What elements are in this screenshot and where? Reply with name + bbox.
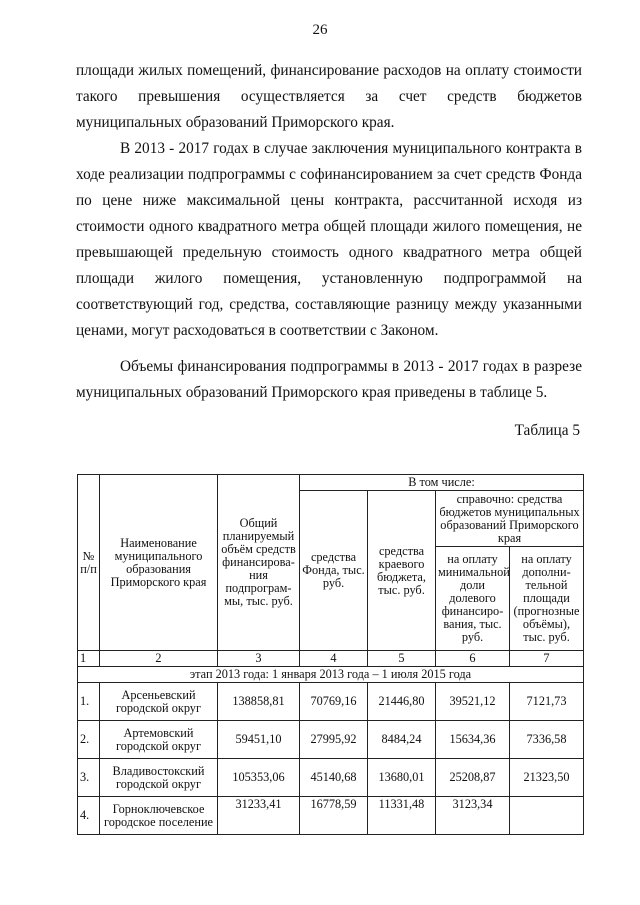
row-min-share: 25208,87 [436, 759, 510, 797]
row-extra-area: 7336,58 [510, 721, 584, 759]
colnum-3: 3 [218, 651, 300, 667]
row-total: 59451,10 [218, 721, 300, 759]
header-including: В том числе: [300, 475, 584, 491]
row-num: 3. [78, 759, 100, 797]
table-row [78, 797, 584, 835]
page-number: 26 [312, 22, 328, 38]
row-name: Владивостокский городской округ [100, 759, 218, 797]
row-fund: 27995,92 [300, 721, 368, 759]
colnum-1: 1 [78, 651, 100, 667]
row-total: 31233,41 [218, 797, 300, 835]
row-total: 138858,81 [218, 683, 300, 721]
row-regional: 8484,24 [368, 721, 436, 759]
financing-table [77, 474, 584, 835]
colnum-2: 2 [100, 651, 218, 667]
colnum-4: 4 [300, 651, 368, 667]
row-min-share: 39521,12 [436, 683, 510, 721]
row-name: Горноключевское городское поселение [100, 797, 218, 835]
header-num: № п/п [78, 475, 100, 651]
header-fund: средства Фонда, тыс. руб. [300, 491, 368, 651]
row-regional: 13680,01 [368, 759, 436, 797]
paragraph-2: В 2013 - 2017 годах в случае заключения муниципального контракта в ходе реализации подпрограммы с софинансированием за счет средств Фонда по цене ниже максимальной цены контракта, рассчитанной исходя из стоимости одного квадратного метра общей площади жилого помещения, не превышающей предельную стоимость одного квадратного метра общей площади жилого помещения, установленную подпрограммой на соответствующий год, средства, составляющие разницу между указанными ценами, могут расходоваться в соответствии с Законом. [76, 140, 582, 339]
header-total: Общий планируемый объём средств финансирова- ния подпрограм- мы, тыс. руб. [218, 475, 300, 651]
row-min-share: 3123,34 [436, 797, 510, 835]
row-regional: 11331,48 [368, 797, 436, 835]
row-num: 1. [78, 683, 100, 721]
row-regional: 21446,80 [368, 683, 436, 721]
row-fund: 70769,16 [300, 683, 368, 721]
table-row [78, 683, 584, 721]
row-total: 105353,06 [218, 759, 300, 797]
row-fund: 45140,68 [300, 759, 368, 797]
header-extra-area: на оплату дополни- тельной площади (прогнозные объёмы), тыс. руб. [510, 547, 584, 651]
row-name: Артемовский городской округ [100, 721, 218, 759]
row-name: Арсеньевский городской округ [100, 683, 218, 721]
body-text [76, 58, 582, 406]
header-name: Наименование муниципального образования Приморского края [100, 475, 218, 651]
table-caption: Таблица 5 [514, 422, 580, 439]
header-reference: справочно: средства бюджетов муниципальных образований Приморского края [436, 491, 584, 547]
row-num: 4. [78, 797, 100, 835]
header-min-share: на оплату минимальной доли долевого финансиро- вания, тыс. руб. [436, 547, 510, 651]
colnum-5: 5 [368, 651, 436, 667]
row-min-share: 15634,36 [436, 721, 510, 759]
row-num: 2. [78, 721, 100, 759]
paragraph-3: Объемы финансирования подпрограммы в 2013 - 2017 годах в разрезе муниципальных образований Приморского края приведены в таблице 5. [76, 358, 582, 401]
row-extra-area: 7121,73 [510, 683, 584, 721]
table-row [78, 759, 584, 797]
header-regional: средства краевого бюджета, тыс. руб. [368, 491, 436, 651]
row-fund: 16778,59 [300, 797, 368, 835]
row-extra-area: 21323,50 [510, 759, 584, 797]
paragraph-1: площади жилых помещений, финансирование расходов на оплату стоимости такого превышения осуществляется за счет средств бюджетов муниципальных образований Приморского края. [76, 62, 582, 131]
table-row [78, 721, 584, 759]
stage-row: этап 2013 года: 1 января 2013 года – 1 июля 2015 года [78, 667, 584, 683]
colnum-7: 7 [510, 651, 584, 667]
colnum-6: 6 [436, 651, 510, 667]
row-extra-area [510, 797, 584, 835]
